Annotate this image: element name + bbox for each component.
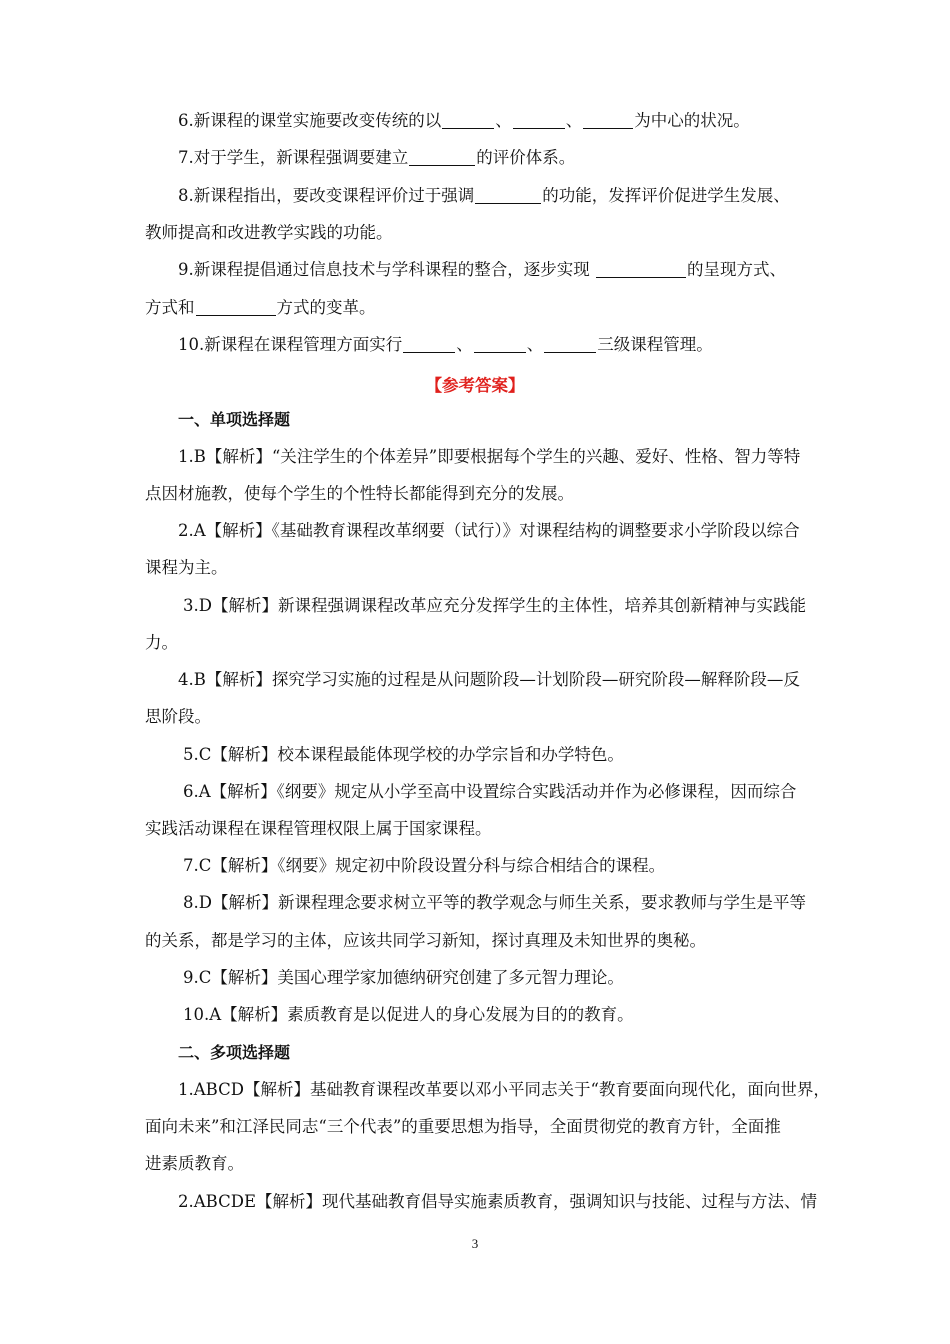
answer-item-continuation: 面向未来”和江泽民同志“三个代表”的重要思想为指导，全面贯彻党的教育方针，全面推 — [145, 1117, 781, 1136]
answer-item: 10.A【解析】素质教育是以促进人的身心发展为目的的教育。 — [183, 1005, 634, 1024]
fill-blank-q9 — [178, 259, 858, 281]
fill-blank-q8 — [178, 185, 858, 207]
answer-item: 2.A【解析】《基础教育课程改革纲要（试行）》对课程结构的调整要求小学阶段以综合 — [178, 521, 800, 540]
separator: 、 — [526, 335, 544, 354]
q8-text-end: 的功能，发挥评价促进学生发展、 — [542, 186, 790, 205]
answer-item-continuation: 点因材施教，使每个学生的个性特长都能得到充分的发展。 — [145, 484, 574, 503]
answer-blank — [403, 335, 455, 353]
separator: 、 — [456, 335, 473, 354]
answer-blank — [596, 260, 686, 278]
q10-text-end: 三级课程管理。 — [597, 335, 713, 354]
q9-continuation — [145, 297, 825, 319]
answer-item: 6.A【解析】《纲要》规定从小学至高中设置综合实践活动并作为必修课程，因而综合 — [183, 782, 797, 801]
separator: 、 — [495, 111, 512, 130]
answer-blank — [474, 335, 526, 353]
answer-blank — [442, 111, 494, 129]
q6-text-end: 为中心的状况。 — [634, 111, 750, 130]
q7-text-end: 的评价体系。 — [476, 148, 576, 167]
q8-text: 8.新课程指出，要改变课程评价过于强调 — [178, 186, 475, 205]
q9-text-end: 的呈现方式、 — [687, 260, 786, 279]
answer-item-continuation: 的关系，都是学习的主体，应该共同学习新知，探讨真理及未知世界的奥秘。 — [145, 931, 706, 950]
q9-text: 9.新课程提倡通过信息技术与学科课程的整合，逐步实现 — [178, 260, 595, 279]
answer-item: 8.D【解析】新课程理念要求树立平等的教学观念与师生关系，要求教师与学生是平等 — [183, 893, 806, 912]
q10-text: 10.新课程在课程管理方面实行 — [178, 335, 403, 354]
answer-item: 4.B【解析】探究学习实施的过程是从问题阶段—计划阶段—研究阶段—解释阶段—反 — [178, 670, 800, 689]
answer-item: 5.C【解析】校本课程最能体现学校的办学宗旨和办学特色。 — [183, 745, 624, 764]
q7-text: 7.对于学生，新课程强调要建立 — [178, 148, 409, 167]
answer-item-continuation: 课程为主。 — [145, 558, 228, 577]
fill-blank-q6 — [178, 110, 858, 132]
q9-cont-text-end: 方式的变革。 — [276, 298, 376, 317]
answer-item: 1.ABCD【解析】基础教育课程改革要以邓小平同志关于“教育要面向现代化，面向世界， — [178, 1080, 830, 1099]
answer-key-title: 【参考答案】 — [425, 376, 525, 395]
section-heading-single-choice: 一、单项选择题 — [178, 410, 291, 429]
page-number: 3 — [471, 1236, 479, 1251]
answer-item: 7.C【解析】《纲要》规定初中阶段设置分科与综合相结合的课程。 — [183, 856, 666, 875]
answer-blank — [409, 148, 475, 166]
answer-item: 2.ABCDE【解析】现代基础教育倡导实施素质教育，强调知识与技能、过程与方法、情 — [178, 1192, 817, 1211]
answer-blank — [196, 298, 276, 316]
separator: 、 — [565, 111, 583, 130]
answer-item-continuation: 进素质教育。 — [145, 1154, 244, 1173]
answer-blank — [544, 335, 596, 353]
answer-item-continuation: 实践活动课程在课程管理权限上属于国家课程。 — [145, 819, 492, 838]
answer-blank — [583, 111, 633, 129]
answer-item-continuation: 思阶段。 — [145, 707, 211, 726]
q9-cont-text: 方式和 — [145, 298, 195, 317]
answer-blank — [513, 111, 565, 129]
answer-blank — [475, 186, 541, 204]
q6-text: 6.新课程的课堂实施要改变传统的以 — [178, 111, 442, 130]
section-heading-multiple-choice: 二、多项选择题 — [178, 1043, 291, 1062]
fill-blank-q10 — [178, 334, 858, 356]
answer-item-continuation: 力。 — [145, 633, 178, 652]
answer-item: 1.B【解析】“关注学生的个体差异”即要根据每个学生的兴趣、爱好、性格、智力等特 — [178, 447, 801, 466]
answer-item: 9.C【解析】美国心理学家加德纳研究创建了多元智力理论。 — [183, 968, 624, 987]
q8-continuation: 教师提高和改进教学实践的功能。 — [145, 223, 393, 242]
answer-item: 3.D【解析】新课程强调课程改革应充分发挥学生的主体性，培养其创新精神与实践能 — [183, 596, 806, 615]
fill-blank-q7 — [178, 147, 858, 169]
